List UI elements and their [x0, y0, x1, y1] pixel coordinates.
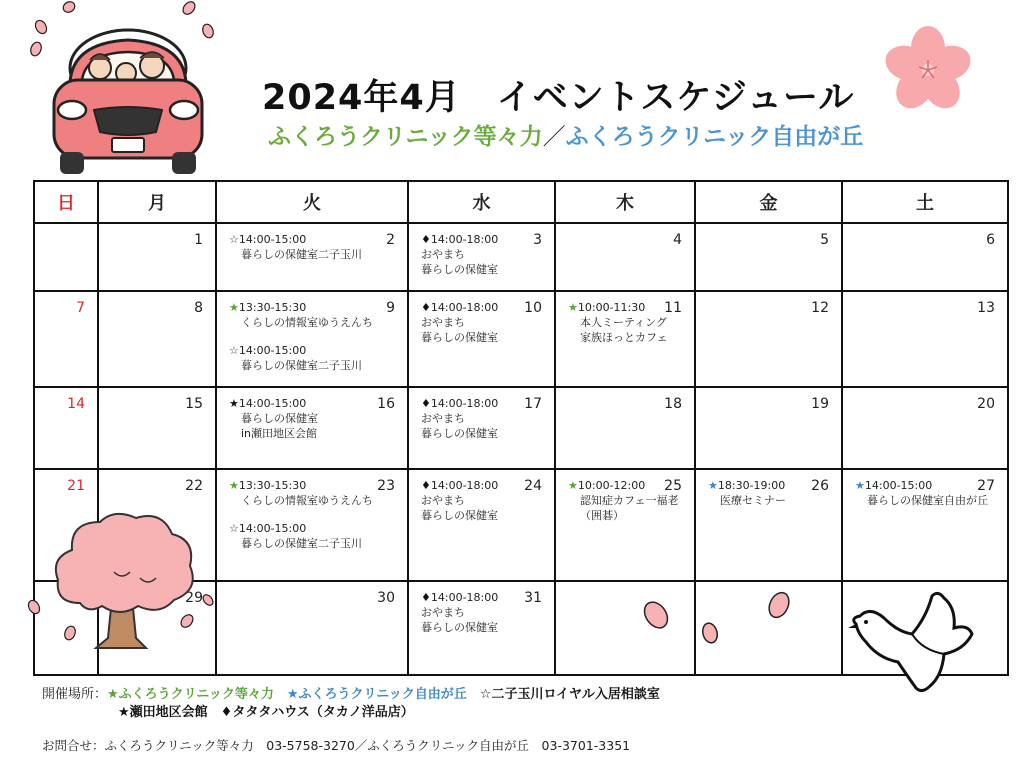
- event-description: （囲碁）: [580, 509, 624, 522]
- event-time: 14:00-15:00: [238, 397, 307, 410]
- diamond-icon: ♦: [421, 397, 431, 410]
- event-time: 14:00-15:00: [238, 522, 307, 535]
- weekday-header-row: [34, 181, 1008, 223]
- venue-seta: ★瀬田地区会館: [118, 705, 208, 720]
- calendar-day-cell: [555, 223, 695, 291]
- calendar-day-cell: [34, 387, 98, 469]
- venue-label: 開催場所：: [42, 687, 108, 702]
- event-time: 14:00-15:00: [238, 233, 307, 246]
- event-list: [217, 292, 407, 373]
- event-description: おやまち: [421, 316, 465, 329]
- diamond-icon: ♦: [421, 479, 431, 492]
- day-number: 6: [986, 232, 995, 248]
- calendar-day-cell: [408, 291, 555, 387]
- weekday-header-sun: 日: [34, 181, 98, 223]
- star-icon: ★: [568, 301, 578, 314]
- day-number: 26: [811, 478, 829, 494]
- event-description: くらしの情報室ゆうえんち: [241, 494, 373, 507]
- event-entry: [229, 300, 401, 330]
- event-entry: [229, 232, 401, 262]
- venue-tatata-house: ♦タタタハウス（タカノ洋品店）: [220, 705, 414, 720]
- event-entry: [229, 396, 401, 441]
- calendar-day-cell: [555, 387, 695, 469]
- event-time: 14:00-18:00: [430, 233, 499, 246]
- event-time-row: [229, 478, 401, 493]
- event-time-row: [229, 343, 401, 358]
- week-row: [34, 223, 1008, 291]
- event-description: 暮らしの保健室: [421, 331, 498, 344]
- day-number: 15: [185, 396, 203, 412]
- petal-icon: [32, 18, 50, 36]
- event-description: 暮らしの保健室: [421, 509, 498, 522]
- calendar-day-cell: [555, 469, 695, 581]
- calendar-day-cell: [34, 291, 98, 387]
- star-icon: ★: [229, 479, 239, 492]
- petal-icon: [698, 620, 722, 646]
- event-time: 13:30-15:30: [238, 301, 307, 314]
- calendar-day-cell: [98, 387, 216, 469]
- event-description: 認知症カフェ一福老: [580, 494, 679, 507]
- calendar-day-cell: [842, 387, 1008, 469]
- venue-legend: [42, 683, 660, 702]
- weekday-header-mon: 月: [98, 181, 216, 223]
- calendar-day-cell: [98, 291, 216, 387]
- star-icon: ★: [229, 397, 239, 410]
- calendar-day-cell: [98, 223, 216, 291]
- petal-icon: [28, 40, 44, 58]
- weekday-header-thu: 木: [555, 181, 695, 223]
- event-description: 暮らしの保健室自由が丘: [867, 494, 988, 507]
- weekday-header-fri: 金: [695, 181, 842, 223]
- venue-jiyugaoka: ★ふくろうクリニック自由が丘: [286, 687, 467, 702]
- event-entry: [421, 232, 548, 277]
- event-list: [217, 224, 407, 262]
- event-description: おやまち: [421, 412, 465, 425]
- contact-info: お問合せ：ふくろうクリニック等々力 03-5758-3270／ふくろうクリニック自由が丘 03-3701-3351: [42, 738, 631, 753]
- day-number: 19: [811, 396, 829, 412]
- sakura-flower-icon: [880, 22, 976, 114]
- event-description: 暮らしの保健室二子玉川: [241, 359, 362, 372]
- day-number: 25: [664, 478, 682, 494]
- day-number: 18: [664, 396, 682, 412]
- day-number: 20: [977, 396, 995, 412]
- star-icon: ★: [708, 479, 718, 492]
- petal-icon: [200, 592, 216, 608]
- petal-icon: [178, 612, 196, 630]
- day-number: 9: [386, 300, 395, 316]
- day-number: 3: [533, 232, 542, 248]
- subtitle-separator: ／: [542, 124, 566, 150]
- event-time-row: [421, 232, 548, 247]
- diamond-icon: ♦: [421, 301, 431, 314]
- event-entry: [229, 478, 401, 508]
- day-number: 10: [524, 300, 542, 316]
- event-time: 13:30-15:30: [238, 479, 307, 492]
- weekday-header-wed: 水: [408, 181, 555, 223]
- event-time-row: [229, 300, 401, 315]
- day-number: 23: [377, 478, 395, 494]
- calendar-day-cell: [408, 223, 555, 291]
- day-number: 24: [524, 478, 542, 494]
- petal-icon: [640, 598, 672, 632]
- event-time-row: [229, 521, 401, 536]
- star-icon: ★: [229, 301, 239, 314]
- calendar-day-cell: [408, 469, 555, 581]
- day-number: 31: [524, 590, 542, 606]
- day-number: 14: [67, 396, 85, 412]
- day-number: 1: [194, 232, 203, 248]
- calendar-day-cell: [34, 223, 98, 291]
- day-number: 13: [977, 300, 995, 316]
- event-time: 14:00-15:00: [238, 344, 307, 357]
- day-number: 30: [377, 590, 395, 606]
- event-description: 本人ミーティング: [580, 316, 667, 329]
- venue-todoroki: ★ふくろうクリニック等々力: [107, 687, 274, 702]
- day-number: 4: [673, 232, 682, 248]
- week-row: [34, 387, 1008, 469]
- day-number: 8: [194, 300, 203, 316]
- calendar-day-cell: [408, 387, 555, 469]
- event-description: in瀬田地区会館: [241, 427, 318, 440]
- day-number: 16: [377, 396, 395, 412]
- calendar-day-cell: [555, 291, 695, 387]
- event-description: 暮らしの保健室: [421, 427, 498, 440]
- day-number: 2: [386, 232, 395, 248]
- event-description: おやまち: [421, 248, 465, 261]
- calendar-day-cell: [555, 581, 695, 675]
- event-description: くらしの情報室ゆうえんち: [241, 316, 373, 329]
- event-description: 家族ほっとカフェ: [580, 331, 668, 344]
- event-time: 14:00-18:00: [430, 591, 499, 604]
- event-time: 14:00-18:00: [430, 479, 499, 492]
- event-description: 暮らしの保健室二子玉川: [241, 248, 362, 261]
- petal-icon: [764, 590, 794, 620]
- event-description: 医療セミナー: [720, 494, 786, 507]
- venue-legend-2: [118, 701, 414, 720]
- calendar-day-cell: [695, 387, 842, 469]
- day-number: 27: [977, 478, 995, 494]
- star-icon: ★: [855, 479, 865, 492]
- page-subtitle: [268, 118, 863, 151]
- hollow-star-icon: ☆: [229, 522, 239, 535]
- star-icon: ★: [568, 479, 578, 492]
- calendar-day-cell: [408, 581, 555, 675]
- petal-icon: [180, 0, 198, 16]
- day-number: 21: [67, 478, 85, 494]
- event-time-row: [229, 232, 401, 247]
- petal-icon: [62, 624, 78, 642]
- day-number: 17: [524, 396, 542, 412]
- calendar-day-cell: [216, 581, 408, 675]
- day-number: 29: [185, 590, 203, 606]
- diamond-icon: ♦: [421, 591, 431, 604]
- bird-illustration: [846, 588, 976, 698]
- event-description: 暮らしの保健室二子玉川: [241, 537, 362, 550]
- event-description: 暮らしの保健室: [421, 621, 498, 634]
- day-number: 22: [185, 478, 203, 494]
- event-time: 14:00-15:00: [864, 479, 933, 492]
- calendar-day-cell: [216, 223, 408, 291]
- calendar-day-cell: [842, 291, 1008, 387]
- event-time: 14:00-18:00: [430, 301, 499, 314]
- day-number: 11: [664, 300, 682, 316]
- calendar-day-cell: [216, 469, 408, 581]
- subtitle-clinic-jiyugaoka: ふくろうクリニック自由が丘: [565, 124, 864, 150]
- event-entry: [229, 521, 401, 551]
- calendar-day-cell: [842, 469, 1008, 581]
- calendar-day-cell: [842, 223, 1008, 291]
- day-number: 5: [820, 232, 829, 248]
- hollow-star-icon: ☆: [229, 233, 239, 246]
- petal-icon: [26, 598, 42, 616]
- weekday-header-sat: 土: [842, 181, 1008, 223]
- calendar-day-cell: [695, 223, 842, 291]
- event-time: 14:00-18:00: [430, 397, 499, 410]
- week-row: [34, 291, 1008, 387]
- event-description: おやまち: [421, 494, 465, 507]
- diamond-icon: ♦: [421, 233, 431, 246]
- calendar-day-cell: [216, 387, 408, 469]
- day-number: 12: [811, 300, 829, 316]
- day-number: 7: [76, 300, 85, 316]
- page-title: 2024年4月 イベントスケジュール: [262, 78, 855, 118]
- event-description: 暮らしの保健室: [241, 412, 318, 425]
- petal-icon: [60, 0, 78, 14]
- event-time: 18:30-19:00: [717, 479, 786, 492]
- event-description: おやまち: [421, 606, 465, 619]
- venue-futakotamagawa: ☆二子玉川ロイヤル入居相談室: [479, 687, 660, 702]
- event-time-row: [229, 396, 401, 411]
- subtitle-clinic-todoroki: ふくろうクリニック等々力: [268, 124, 543, 150]
- event-time: 10:00-11:30: [577, 301, 646, 314]
- hollow-star-icon: ☆: [229, 344, 239, 357]
- event-entry: [229, 343, 401, 373]
- calendar-day-cell: [216, 291, 408, 387]
- petal-icon: [200, 22, 216, 40]
- event-description: 暮らしの保健室: [421, 263, 498, 276]
- car-family-illustration: [40, 18, 215, 180]
- calendar-day-cell: [695, 291, 842, 387]
- event-time: 10:00-12:00: [577, 479, 646, 492]
- calendar-day-cell: [695, 469, 842, 581]
- weekday-header-tue: 火: [216, 181, 408, 223]
